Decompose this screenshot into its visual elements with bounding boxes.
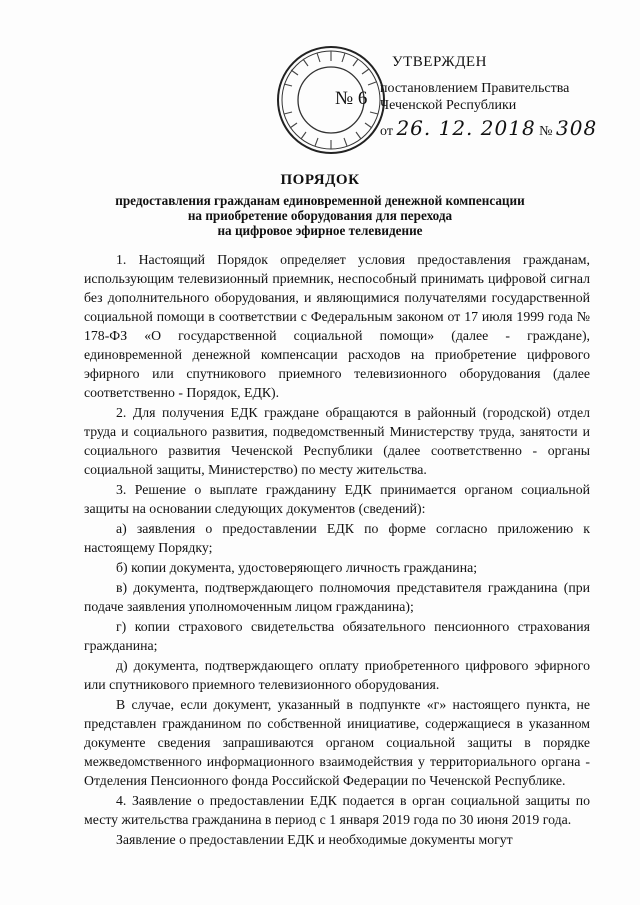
seal-number: № 6 [335,88,368,109]
paragraph-2: 2. Для получения ЕДК граждане обращаются в районный (городской) отдел труда и социального развития, подведомственный Министерству труда, занятости и социального развития Чеченской Республики (далее соответственно - органы социальной защиты, Министерство) по месту жительства. [84,405,590,477]
paragraph-4: 4. Заявление о предоставлении ЕДК подается в орган социальной защиты по месту жительства гражданина в период с 1 января 2019 года по 30 июня 2019 года. [84,793,590,827]
subtitle-line: на цифровое эфирное телевидение [217,223,423,238]
subtitle-line: предоставления гражданам единовременной денежной компенсации [115,193,525,208]
list-item-a: а) заявления о предоставлении ЕДК по форме согласно приложению к настоящему Порядку; [84,521,590,555]
document-body [84,250,590,849]
paragraph-5-start: Заявление о предоставлении ЕДК и необходимые документы могут [116,832,513,847]
document-title: ПОРЯДОК [280,172,360,188]
handwritten-number: 308 [556,116,598,140]
subtitle-line: на приобретение оборудования для перехода [187,208,453,223]
handwritten-date: 26. 12. 2018 [396,116,536,140]
approval-line-1: постановлением Правительства [380,81,570,96]
date-prefix: от [380,124,393,139]
paragraph-1: 1. Настоящий Порядок определяет условия предоставления гражданам, использующим телевизионный приемник, неспособный принимать цифровой сигнал без дополнительного оборудования, и являющимися получателями государственной социальной помощи в соответствии с Федеральным законом от 17 июля 1999 года № 178-ФЗ «О государственной социальной помощи» (далее - граждане), единовременной денежной компенсации расходов на приобретение цифрового эфирного или спутникового приемного телевизионного оборудования (далее соответственно - Порядок, ЕДК). [84,252,590,400]
approval-heading: УТВЕРЖДЕН [392,54,487,70]
list-item-b: б) копии документа, удостоверяющего личность гражданина; [116,560,478,575]
number-prefix: № [539,124,553,139]
paragraph-note: В случае, если документ, указанный в подпункте «г» настоящего пункта, не представлен гражданином по собственной инициативе, содержащиеся в указанном документе сведения запрашиваются органом социальной защиты в порядке межведомственного информационного взаимодействия у территориального органа - Отделения Пенсионного фонда Российской Федерации по Чеченской Республике. [84,697,590,788]
list-item-v: в) документа, подтверждающего полномочия представителя гражданина (при подаче заявления уполномоченным лицом гражданина); [84,580,590,614]
list-item-d: д) документа, подтверждающего оплату приобретенного цифрового эфирного или спутникового приемного телевизионного оборудования. [84,658,590,692]
approval-line-2: Чеченской Республики [380,98,517,113]
official-seal [275,44,387,156]
document-subtitle [0,193,640,238]
list-item-g: г) копии страхового свидетельства обязательного пенсионного страхования гражданина; [84,619,590,653]
paragraph-3: 3. Решение о выплате гражданину ЕДК принимается органом социальной защиты на основании следующих документов (сведений): [84,482,590,516]
approval-date-line [380,116,598,141]
